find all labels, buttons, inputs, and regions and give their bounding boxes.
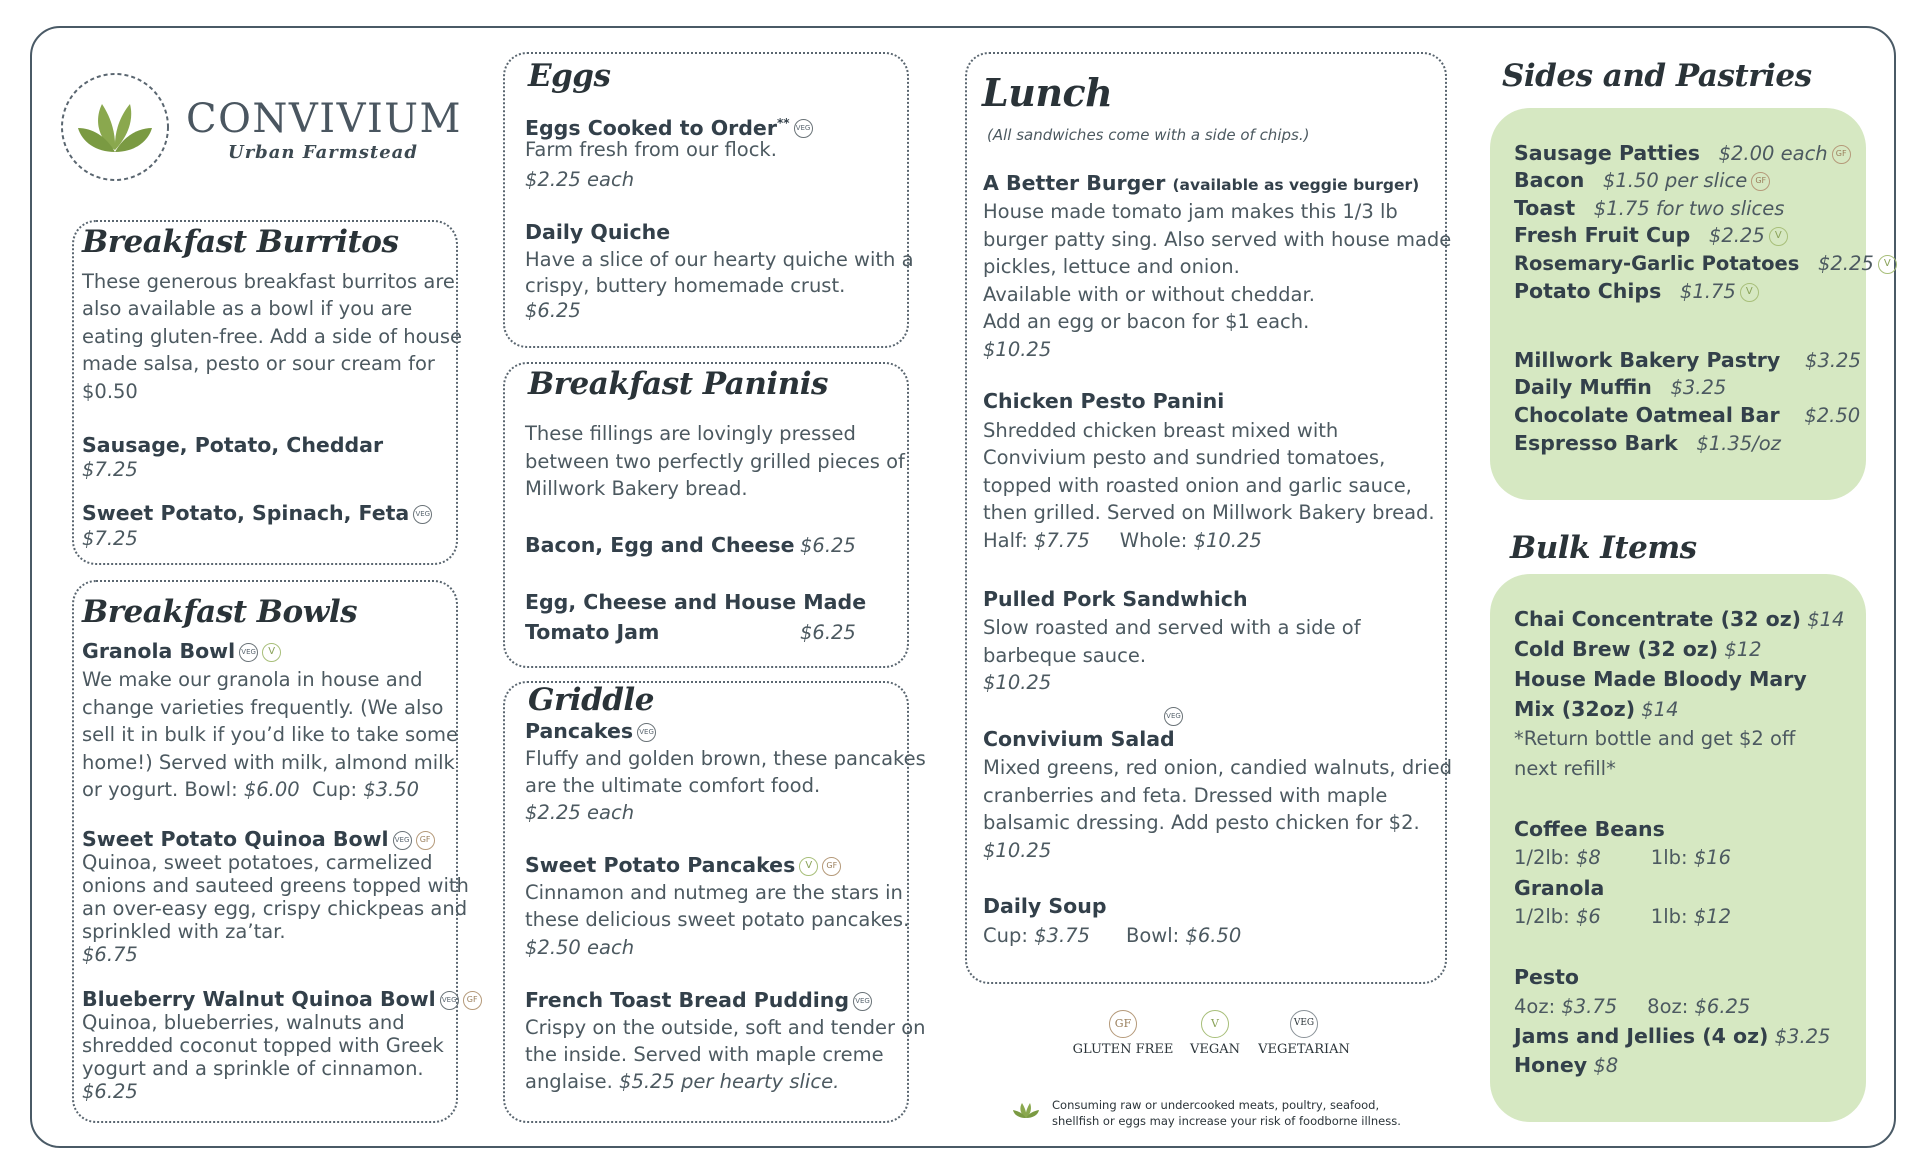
paninis-desc-1: These fillings are lovingly pressed [525, 422, 856, 445]
brand-name: CONVIVIUM [186, 96, 462, 142]
gluten-free-icon: GF [1751, 172, 1770, 191]
food-safety-notice: Consuming raw or undercooked meats, poultry, seafood, shellfish or eggs may increase your risk of foodborne illness. [1052, 1098, 1401, 1128]
pastry-item: Daily Muffin $3.25 [1514, 375, 1727, 399]
pesto-prices: 4oz: $3.75 8oz: $6.25 [1514, 995, 1751, 1018]
convivium-salad-name: Convivium Salad [983, 727, 1175, 751]
burritos-title: Breakfast Burritos [82, 224, 399, 260]
griddle-title: Griddle [528, 682, 654, 718]
salad-desc-2: cranberries and feta. Dressed with maple [983, 784, 1388, 807]
french-toast-desc-1: Crispy on the outside, soft and tender on [525, 1016, 926, 1039]
eggs-cooked-price: $2.25 each [525, 168, 635, 191]
chicken-pesto-panini-name: Chicken Pesto Panini [983, 389, 1225, 413]
daily-quiche-name: Daily Quiche [525, 220, 671, 244]
french-toast-name: French Toast Bread Pudding VEG [525, 987, 872, 1015]
granola-desc-3: sell it in bulk if you’d like to take some [82, 723, 459, 746]
vegan-icon: V [799, 857, 818, 876]
bulk-item: Honey $8 [1514, 1053, 1619, 1077]
bulk-item: Chai Concentrate (32 oz) $14 [1514, 607, 1845, 631]
legend-gluten-free: GF GLUTEN FREE [1068, 1010, 1178, 1057]
egg-cheese-tomato-price: $6.25 [800, 621, 856, 644]
vegetarian-icon: VEG [1164, 707, 1183, 726]
better-burger-name: A Better Burger (available as veggie burger) [983, 171, 1420, 195]
vegetarian-icon: VEG [1290, 1010, 1318, 1038]
gluten-free-icon: GF [822, 857, 841, 876]
vegetarian-icon: VEG [393, 831, 412, 850]
bowls-title: Breakfast Bowls [82, 594, 358, 630]
eggs-cooked-desc: Farm fresh from our flock. [525, 138, 777, 161]
quiche-price: $6.25 [525, 299, 581, 322]
gluten-free-icon: GF [1832, 145, 1851, 164]
vegetarian-icon: VEG [853, 992, 872, 1011]
coffee-prices: 1/2lb: $8 1lb: $16 [1514, 846, 1731, 869]
sweet-bowl-desc-4: sprinkled with za’tar. [82, 920, 286, 943]
side-item: Bacon $1.50 per slice GF [1514, 167, 1770, 195]
vegetarian-icon: VEG [440, 991, 459, 1010]
side-item: Toast $1.75 for two slices [1514, 196, 1785, 220]
side-item: Sausage Patties $2.00 each GF [1514, 140, 1851, 168]
vegan-icon: V [1201, 1010, 1229, 1038]
gluten-free-icon: GF [416, 831, 435, 850]
side-item: Potato Chips $1.75 V [1514, 278, 1759, 306]
side-item: Fresh Fruit Cup $2.25 V [1514, 222, 1788, 250]
sweet-bowl-desc-2: onions and sauteed greens topped with [82, 874, 469, 897]
burrito-item-price: $7.25 [82, 527, 138, 550]
burger-price: $10.25 [983, 338, 1052, 361]
granola-prices: or yogurt. Bowl: $6.00 Cup: $3.50 [82, 778, 420, 801]
legend-vegan: V VEGAN [1180, 1010, 1250, 1057]
lunch-title: Lunch [982, 70, 1113, 115]
soup-prices: Cup: $3.75 Bowl: $6.50 [983, 924, 1242, 947]
pork-desc-1: Slow roasted and served with a side of [983, 616, 1361, 639]
salad-desc-1: Mixed greens, red onion, candied walnuts, dried [983, 756, 1453, 779]
leaf-icon [1012, 1100, 1040, 1120]
french-toast-desc-3: anglaise. $5.25 per hearty slice. [525, 1070, 840, 1093]
pancakes-desc-1: Fluffy and golden brown, these pancakes [525, 747, 926, 770]
sweet-bowl-desc-3: an over-easy egg, crispy chickpeas and [82, 897, 468, 920]
quiche-desc-1: Have a slice of our hearty quiche with a [525, 248, 914, 271]
sweet-bowl-price: $6.75 [82, 943, 138, 966]
panini-desc-1: Shredded chicken breast mixed with [983, 419, 1339, 442]
sweet-bowl-desc-1: Quinoa, sweet potatoes, carmelized [82, 851, 433, 874]
granola-bulk-prices: 1/2lb: $6 1lb: $12 [1514, 905, 1731, 928]
vegan-icon: V [1878, 255, 1897, 274]
brand-tagline: Urban Farmstead [228, 142, 418, 163]
sweet-pancakes-price: $2.50 each [525, 936, 635, 959]
granola-desc-1: We make our granola in house and [82, 668, 423, 691]
convivium-leaf-logo-icon [58, 70, 172, 184]
burritos-desc-3: eating gluten-free. Add a side of house [82, 325, 463, 348]
gluten-free-icon: GF [1109, 1010, 1137, 1038]
burrito-item-name: Sweet Potato, Spinach, Feta VEG [82, 500, 432, 528]
eggs-cooked-name: Eggs Cooked to Order** VEG [525, 110, 813, 142]
quiche-desc-2: crispy, buttery homemade crust. [525, 274, 846, 297]
return-note: *Return bottle and get $2 off [1514, 727, 1796, 750]
burritos-desc-5: $0.50 [82, 380, 138, 403]
blueberry-desc-2: shredded coconut topped with Greek [82, 1034, 444, 1057]
lunch-note: (All sandwiches come with a side of chips.) [987, 126, 1310, 144]
burrito-item-price: $7.25 [82, 458, 138, 481]
egg-cheese-tomato-name-2: Tomato Jam [525, 620, 660, 644]
panini-prices: Half: $7.75 Whole: $10.25 [983, 529, 1262, 552]
bulk-title: Bulk Items [1510, 530, 1697, 566]
gluten-free-icon: GF [463, 991, 482, 1010]
burritos-desc-4: made salsa, pesto or sour cream for [82, 352, 435, 375]
bulk-item: Cold Brew (32 oz) $12 [1514, 637, 1762, 661]
pulled-pork-name: Pulled Pork Sandwhich [983, 587, 1248, 611]
vegan-icon: V [262, 643, 281, 662]
burritos-desc-1: These generous breakfast burritos are [82, 270, 455, 293]
sweet-pancakes-desc-2: these delicious sweet potato pancakes. [525, 908, 910, 931]
pancakes-desc-2: are the ultimate comfort food. [525, 774, 821, 797]
panini-desc-4: then grilled. Served on Millwork Bakery bread. [983, 501, 1435, 524]
bacon-egg-cheese-name: Bacon, Egg and Cheese [525, 533, 795, 557]
vegetarian-icon: VEG [239, 643, 258, 662]
egg-cheese-tomato-name: Egg, Cheese and House Made [525, 590, 867, 614]
panini-desc-3: topped with roasted onion and garlic sauce, [983, 474, 1412, 497]
pesto-name: Pesto [1514, 965, 1580, 989]
pastry-item: Millwork Bakery Pastry $3.25 [1514, 348, 1861, 372]
return-note-2: next refill* [1514, 757, 1616, 780]
salad-desc-3: balsamic dressing. Add pesto chicken for $2. [983, 811, 1420, 834]
blueberry-bowl-name: Blueberry Walnut Quinoa Bowl VEG GF [82, 986, 482, 1014]
paninis-desc-3: Millwork Bakery bread. [525, 477, 748, 500]
salad-price: $10.25 [983, 839, 1052, 862]
coffee-beans-name: Coffee Beans [1514, 817, 1665, 841]
sweet-pancakes-desc-1: Cinnamon and nutmeg are the stars in [525, 881, 903, 904]
sides-title: Sides and Pastries [1502, 58, 1812, 94]
panini-desc-2: Convivium pesto and sundried tomatoes, [983, 446, 1386, 469]
legend-vegetarian: VEG VEGETARIAN [1252, 1010, 1356, 1057]
burger-desc-3: pickles, lettuce and onion. [983, 255, 1240, 278]
paninis-desc-2: between two perfectly grilled pieces of [525, 450, 905, 473]
pastry-item: Espresso Bark $1.35/oz [1514, 431, 1781, 455]
pork-desc-2: barbeque sauce. [983, 644, 1147, 667]
bulk-item: Jams and Jellies (4 oz) $3.25 [1514, 1024, 1831, 1048]
pancakes-name: Pancakes VEG [525, 718, 656, 746]
blueberry-desc-3: yogurt and a sprinkle of cinnamon. [82, 1057, 424, 1080]
paninis-title: Breakfast Paninis [528, 366, 828, 402]
vegan-icon: V [1769, 227, 1788, 246]
burger-desc-1: House made tomato jam makes this 1/3 lb [983, 200, 1398, 223]
granola-bulk-name: Granola [1514, 876, 1605, 900]
french-toast-desc-2: the inside. Served with maple creme [525, 1043, 884, 1066]
blueberry-desc-1: Quinoa, blueberries, walnuts and [82, 1011, 405, 1034]
granola-desc-2: change varieties frequently. (We also [82, 696, 444, 719]
pastry-item: Chocolate Oatmeal Bar $2.50 [1514, 403, 1861, 427]
bacon-egg-cheese-price: $6.25 [800, 534, 856, 557]
burger-desc-5: Add an egg or bacon for $1 each. [983, 310, 1310, 333]
sweet-potato-quinoa-bowl-name: Sweet Potato Quinoa Bowl VEG GF [82, 826, 435, 854]
bulk-item: House Made Bloody Mary [1514, 667, 1807, 691]
vegetarian-icon: VEG [637, 723, 656, 742]
vegetarian-icon: VEG [413, 505, 432, 524]
daily-soup-name: Daily Soup [983, 894, 1107, 918]
vegan-icon: V [1740, 283, 1759, 302]
burger-desc-2: burger patty sing. Also served with house made [983, 228, 1452, 251]
burritos-desc-2: also available as a bowl if you are [82, 297, 413, 320]
eggs-title: Eggs [528, 58, 611, 94]
burrito-item-name: Sausage, Potato, Cheddar [82, 433, 384, 457]
pork-price: $10.25 [983, 671, 1052, 694]
side-item: Rosemary-Garlic Potatoes $2.25 V [1514, 250, 1897, 278]
granola-bowl-name: Granola Bowl VEG V [82, 638, 281, 666]
sweet-potato-pancakes-name: Sweet Potato Pancakes V GF [525, 852, 841, 880]
burger-desc-4: Available with or without cheddar. [983, 283, 1315, 306]
pancakes-price: $2.25 each [525, 801, 635, 824]
bulk-item: Mix (32oz) $14 [1514, 697, 1679, 721]
blueberry-price: $6.25 [82, 1080, 138, 1103]
vegetarian-icon: VEG [794, 119, 813, 138]
granola-desc-4: home!) Served with milk, almond milk [82, 751, 455, 774]
